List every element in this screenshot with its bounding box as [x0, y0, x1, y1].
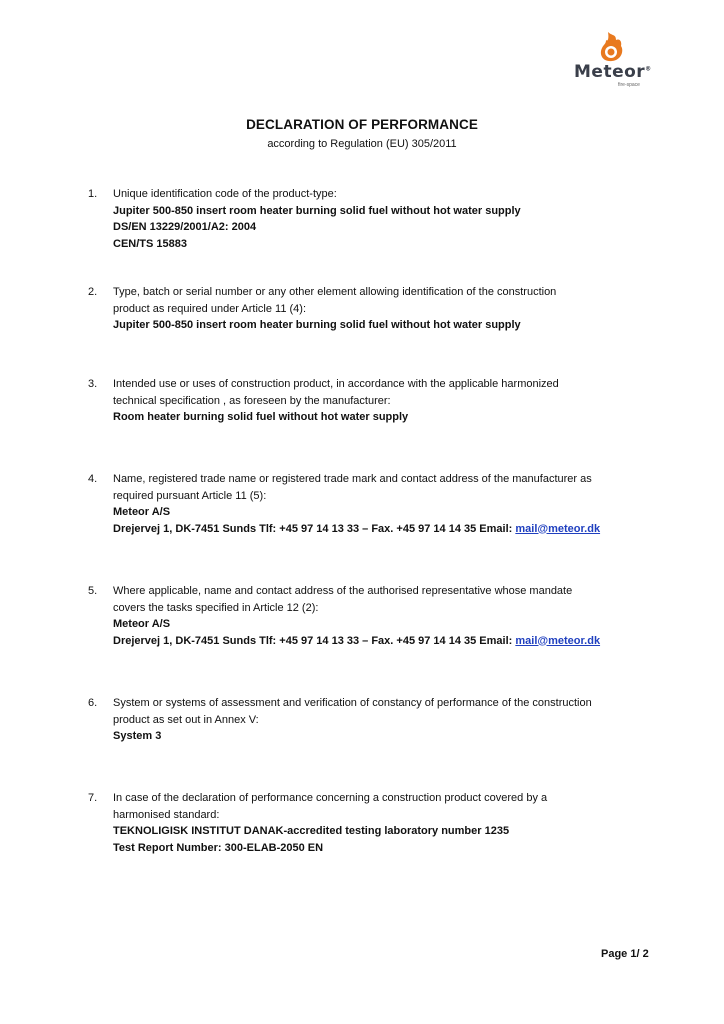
logo-tagline: fire-space [618, 82, 640, 88]
section-question-line: harmonised standard: [113, 808, 220, 821]
section-question-line: required pursuant Article 11 (5): [113, 489, 267, 502]
address-text: Drejervej 1, DK-7451 Sunds Tlf: +45 97 14 13 33 – Fax. +45 97 14 14 35 Email: [113, 522, 516, 535]
section-number: 1. [88, 188, 98, 200]
section-question-line: In case of the declaration of performance concerning a construction product covered by a [113, 792, 548, 804]
section-question-line: System or systems of assessment and verification of constancy of performance of the construction [113, 697, 592, 709]
test-report-number: Test Report Number: 300-ELAB-2050 EN [113, 841, 324, 854]
standard-ds-en: DS/EN 13229/2001/A2: 2004 [113, 221, 257, 233]
document-title: DECLARATION OF PERFORMANCE [246, 117, 478, 132]
logo-brand: Meteor [574, 62, 646, 82]
section-question-line: product as required under Article 11 (4): [113, 302, 307, 315]
section-number: 2. [88, 286, 98, 298]
registered-mark: ® [645, 65, 652, 73]
document-subtitle: according to Regulation (EU) 305/2011 [267, 138, 457, 150]
section-question-line: product as set out in Annex V: [113, 713, 259, 726]
section-2 [88, 284, 668, 334]
company-address [113, 633, 668, 650]
flame-logo-icon [594, 30, 628, 64]
section-answer: Room heater burning solid fuel without hot water supply [113, 411, 409, 423]
testing-laboratory: TEKNOLIGISK INSTITUT DANAK-accredited testing laboratory number 1235 [113, 825, 510, 837]
section-1 [88, 186, 668, 252]
address-text: Drejervej 1, DK-7451 Sunds Tlf: +45 97 14 13 33 – Fax. +45 97 14 14 35 Email: [113, 634, 516, 647]
section-4 [88, 471, 668, 537]
section-question-line: Where applicable, name and contact address of the authorised representative whose mandate [113, 585, 573, 597]
section-5 [88, 583, 668, 649]
section-question-line: Intended use or uses of construction product, in accordance with the applicable harmonized [113, 378, 559, 390]
section-number: 6. [88, 697, 98, 709]
section-question-line: Name, registered trade name or registered trade mark and contact address of the manufacturer as [113, 473, 592, 485]
section-question: Unique identification code of the product-type: [113, 188, 337, 200]
section-number: 4. [88, 473, 98, 485]
section-7 [88, 790, 668, 856]
product-type: Jupiter 500-850 insert room heater burning solid fuel without hot water supply [113, 204, 521, 217]
section-question-line: technical specification , as foreseen by the manufacturer: [113, 394, 391, 407]
page-number: Page 1/ 2 [601, 948, 649, 960]
meteor-logo [574, 30, 664, 90]
logo-wordmark [574, 62, 652, 82]
section-answer: Jupiter 500-850 insert room heater burning solid fuel without hot water supply [113, 319, 521, 331]
email-link[interactable]: mail@meteor.dk [515, 634, 601, 647]
section-question-line: covers the tasks specified in Article 12 (2): [113, 601, 319, 614]
section-number: 3. [88, 378, 98, 390]
email-link[interactable]: mail@meteor.dk [515, 522, 601, 535]
company-address [113, 521, 668, 538]
section-3 [88, 376, 668, 426]
company-name: Meteor A/S [113, 506, 171, 518]
section-answer: System 3 [113, 730, 162, 742]
section-6 [88, 695, 668, 745]
section-number: 7. [88, 792, 98, 804]
section-question-line: Type, batch or serial number or any other element allowing identification of the construction [113, 286, 557, 298]
company-name: Meteor A/S [113, 618, 171, 630]
standard-cen-ts: CEN/TS 15883 [113, 237, 187, 250]
section-number: 5. [88, 585, 98, 597]
